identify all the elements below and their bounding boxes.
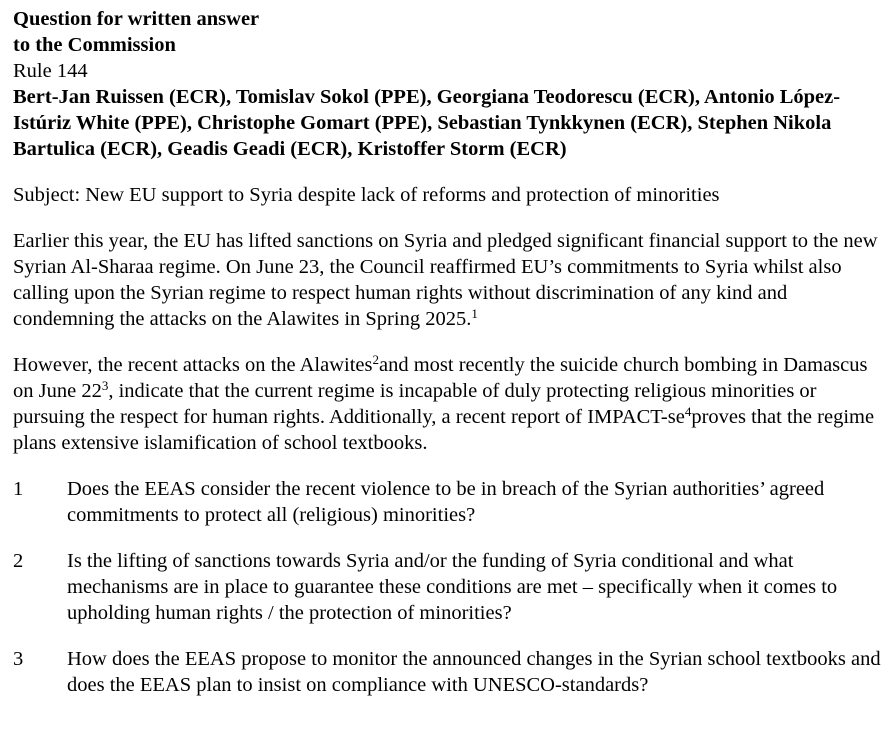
authors-list: Bert-Jan Ruissen (ECR), Tomislav Sokol (PPE), Georgiana Teodorescu (ECR), Antonio López-Istúriz White (PPE), Christophe Gomart (PPE), Sebastian Tynkkynen (ECR), Stephen Nikola Bartulica (ECR), Geadis Geadi (ECR), Kristoffer Storm (ECR) — [13, 86, 841, 160]
footnote-ref-4: 4 — [684, 404, 692, 419]
question-number: 3 — [13, 648, 24, 670]
question-item — [13, 646, 883, 698]
question-number: 2 — [13, 550, 24, 572]
rule-reference: Rule 144 — [13, 60, 88, 82]
doc-type-line1: Question for written answer — [13, 8, 260, 30]
question-text: Is the lifting of sanctions towards Syria and/or the funding of Syria conditional and what mechanisms are in place to guarantee these conditions are met – specifically when it comes to upholding human rights / the protection of minorities? — [67, 550, 838, 624]
doc-type-line2: to the Commission — [13, 34, 176, 56]
paragraph-concerns — [13, 352, 883, 456]
paragraph-context — [13, 228, 883, 332]
question-item — [13, 476, 883, 528]
paragraph-concerns-part1: However, the recent attacks on the Alawites — [13, 354, 373, 376]
question-text: Does the EEAS consider the recent violence to be in breach of the Syrian authorities’ agreed commitments to protect all (religious) minorities? — [67, 478, 825, 526]
document-page — [13, 6, 883, 698]
footnote-ref-3: 3 — [101, 378, 109, 393]
question-number: 1 — [13, 478, 24, 500]
question-item — [13, 548, 883, 626]
paragraph-concerns-part4: proves that the regime plans extensive islamification of school textbooks. — [13, 406, 875, 454]
paragraph-context-text: Earlier this year, the EU has lifted sanctions on Syria and pledged significant financial support to the new Syrian Al-Sharaa regime. On June 23, the Council reaffirmed EU’s commitments to Syria whilst also calling upon the Syrian regime to respect human rights without discrimination of any kind and condemning the attacks on the Alawites in Spring 2025. — [13, 230, 878, 330]
question-text: How does the EEAS propose to monitor the announced changes in the Syrian school textbooks and does the EEAS plan to insist on compliance with UNESCO-standards? — [67, 648, 881, 696]
footnote-ref-2: 2 — [372, 352, 380, 367]
footnote-ref-1: 1 — [471, 306, 478, 321]
paragraph-concerns-part2: and most recently the suicide church bombing in Damascus on June 22 — [13, 354, 868, 402]
subject-line: Subject: New EU support to Syria despite lack of reforms and protection of minorities — [13, 184, 720, 206]
paragraph-concerns-part3: , indicate that the current regime is incapable of duly protecting religious minorities or pursuing the respect for human rights. Additionally, a recent report of IMPACT-se — [13, 380, 817, 428]
